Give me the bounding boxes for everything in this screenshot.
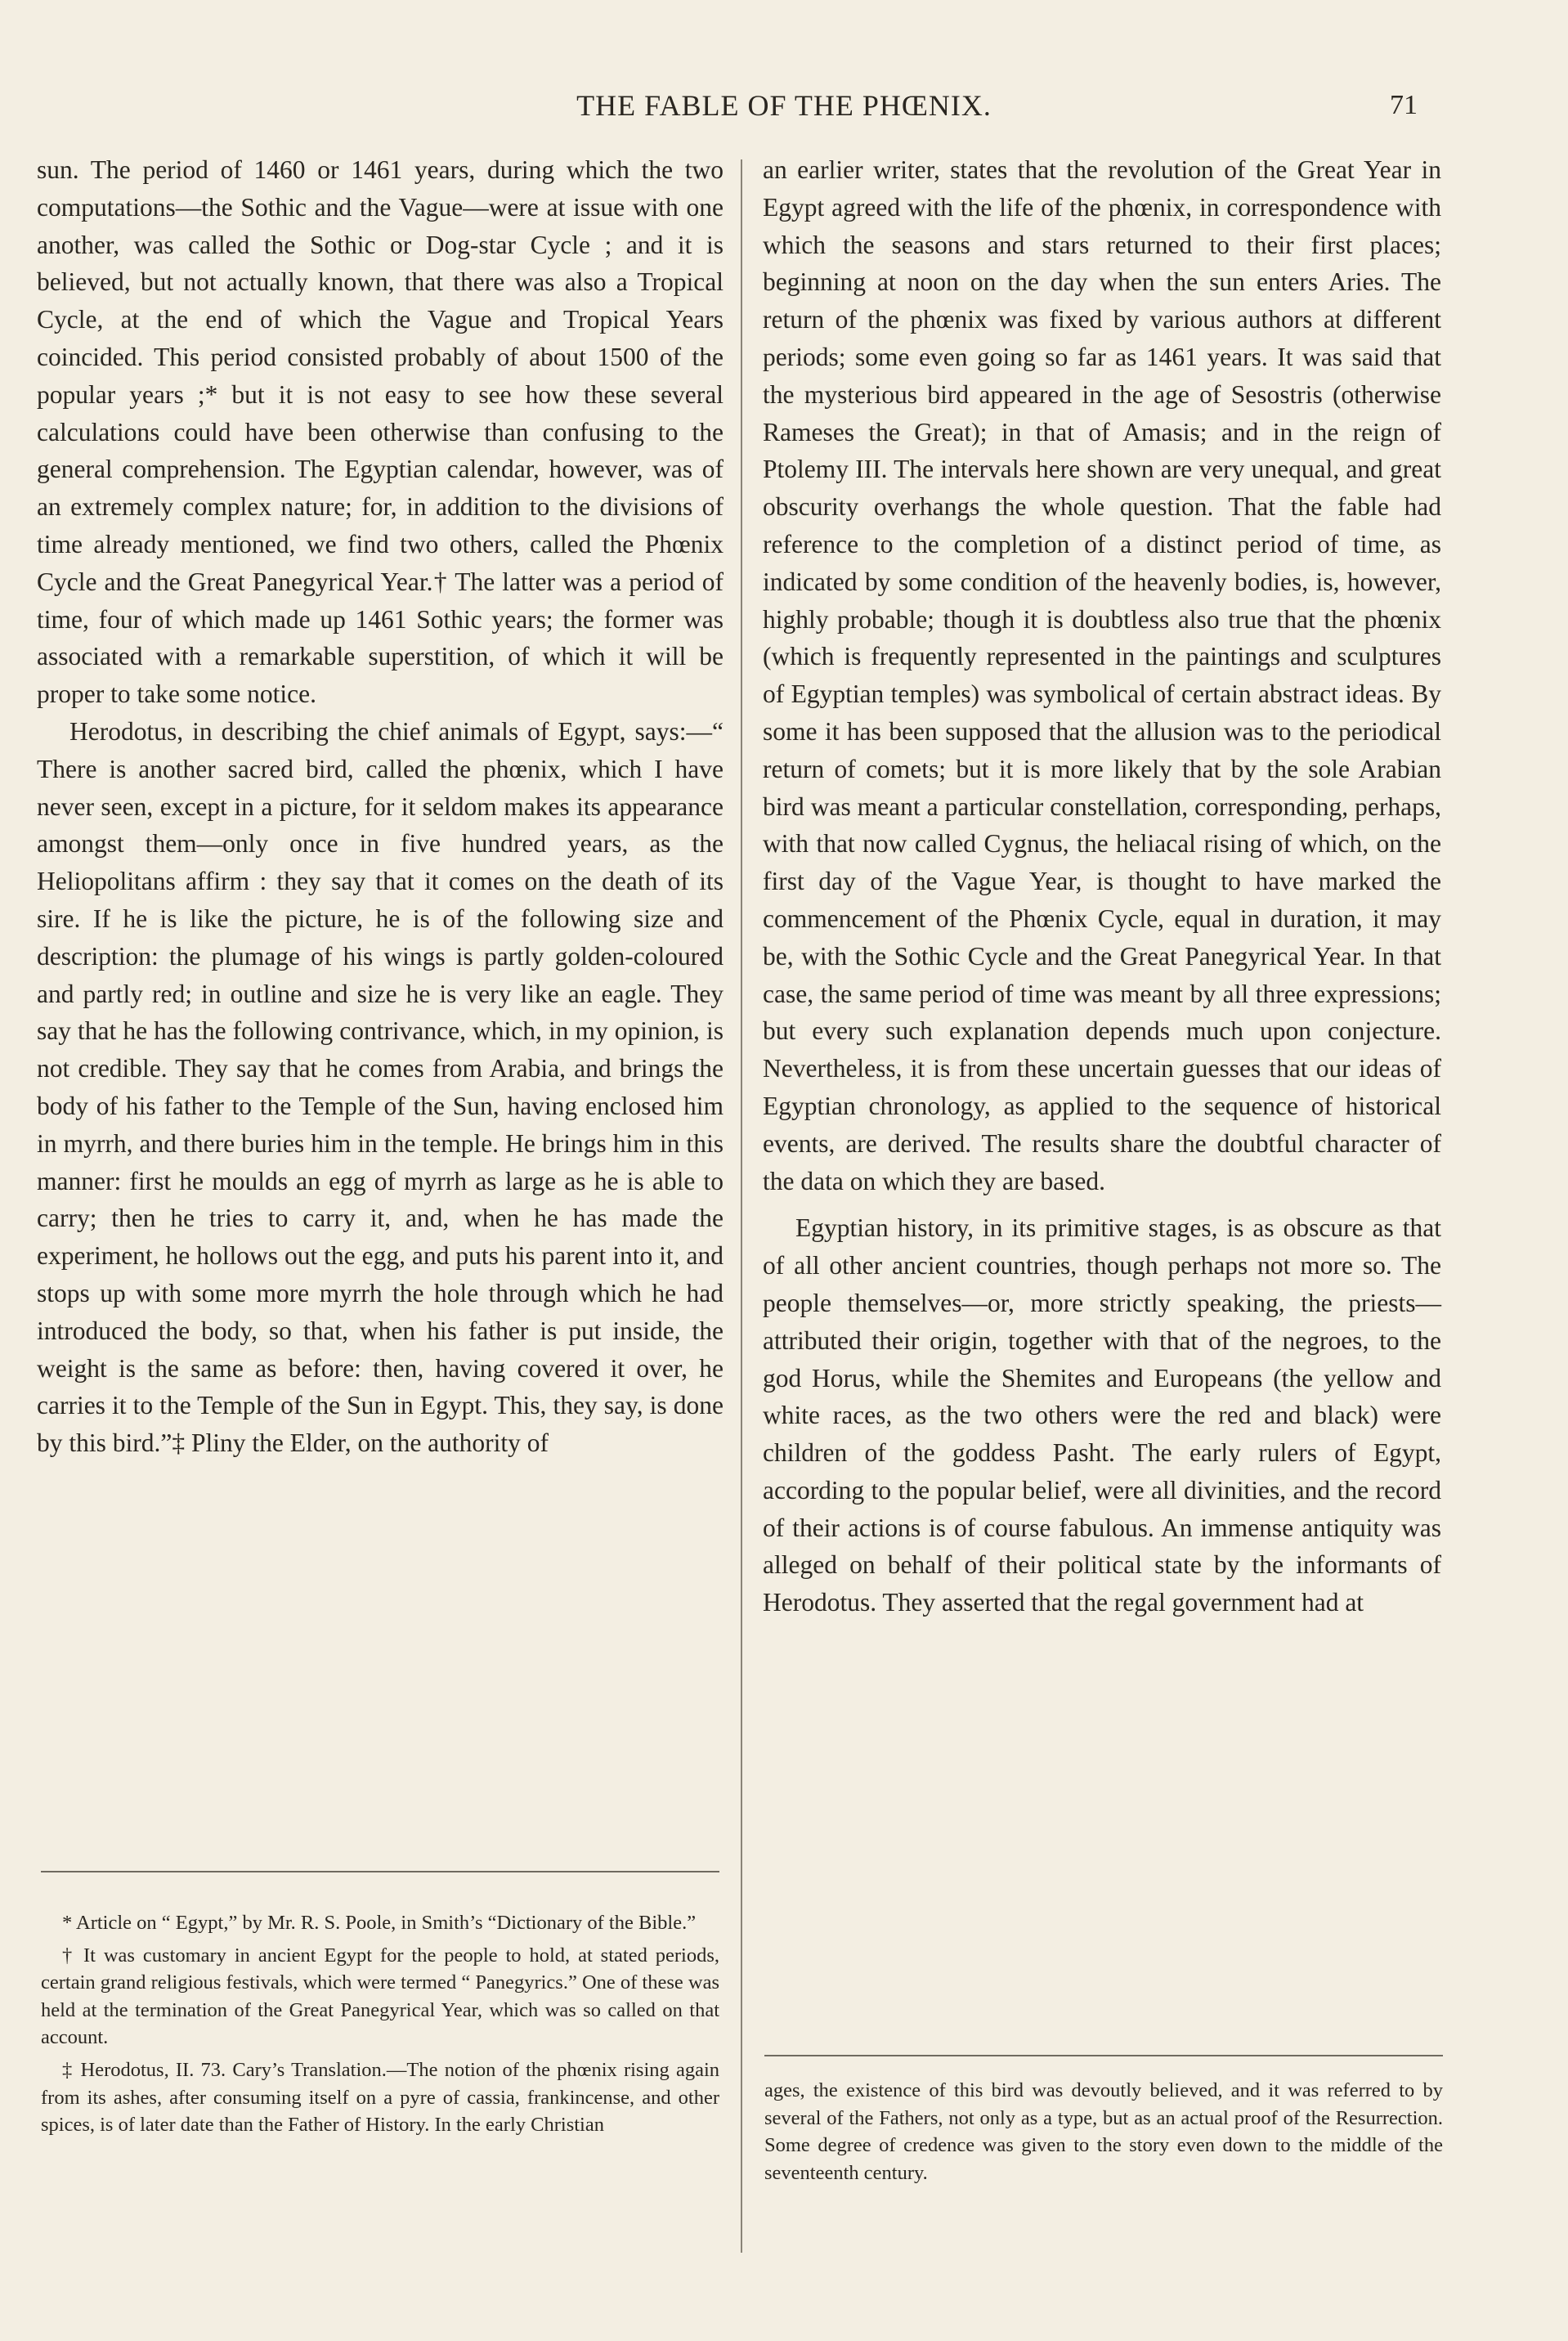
page-number: 71 <box>1390 90 1418 120</box>
column-divider <box>741 159 742 2253</box>
footnotes-left <box>41 1909 719 2139</box>
footnote-continuation: ages, the existence of this bird was devoutly believed, and it was referred to by several of the Fathers, not only as a type, but as an actual proof of the Resurrection. Some degree of credence was given to the story even down to the middle of the seventeenth century. <box>764 2079 1443 2184</box>
left-paragraph-1: sun. The period of 1460 or 1461 years, during which the two computations—the Sothic and the Vague—were at issue with one another, was called the Sothic or Dog-star Cycle ; and it is believed, but not actually known, that there was also a Tropical Cycle, at the end of which the Vague and Tropical Years coincided. This period consisted probably of about 1500 of the popular years ;* but it is not easy to see how these several calculations could have been otherwise than confusing to the general comprehension. The Egyptian calendar, however, was of an extremely complex nature; for, in addition to the divisions of time already mentioned, we find two others, called the Phœnix Cycle and the Great Panegyrical Year.† The latter was a period of time, four of which made up 1461 Sothic years; the former was associated with a remarkable superstition, of which it will be proper to take some notice. <box>37 155 724 709</box>
footnote-double-dagger: ‡ Herodotus, II. 73. Cary’s Translation.—The notion of the phœnix rising again from its ashes, after consuming itself on a pyre of cassia, frankincense, and other spices, is of later date than the Father of History. In the early Christian <box>41 2058 719 2137</box>
footnotes-right <box>764 2077 1443 2186</box>
right-paragraph-2: Egyptian history, in its primitive stages, is as obscure as that of all other ancient countries, though perhaps not more so. The people themselves—or, more strictly speaking, the priests—attributed their origin, together with that of the negroes, to the god Horus, while the Shemites and Europeans (the yellow and white races, as the two others were the red and black) were children of the goddess Pasht. The early rulers of Egypt, according to the popular belief, were all divinities, and the record of their actions is of course fabulous. An immense antiquity was alleged on behalf of their political state by the informants of Herodotus. They asserted that the regal government had at <box>763 1213 1441 1617</box>
footnote-divider-right <box>764 2055 1443 2056</box>
left-column <box>37 151 724 1462</box>
footnote-divider-left <box>41 1871 719 1872</box>
left-paragraph-2: Herodotus, in describing the chief animals of Egypt, says:—“ There is another sacred bird, called the phœnix, which I have never seen, except in a picture, for it seldom makes its appearance amongst them—only once in five hundred years, as the Heliopolitans affirm : they say that it comes on the death of its sire. If he is like the picture, he is of the following size and description: the plumage of his wings is partly golden-coloured and partly red; in outline and size he is very like an eagle. They say that he has the following contrivance, which, in my opinion, is not credible. They say that he comes from Arabia, and brings the body of his father to the Temple of the Sun, having enclosed him in myrrh, and there buries him in the temple. He brings him in this manner: first he moulds an egg of myrrh as large as he is able to carry; then he tries to carry it, and, when he has made the experiment, he hollows out the egg, and puts his parent into it, and stops up with some more myrrh the hole through which he had introduced the body, so that, when his father is put inside, the weight is the same as before: then, having covered it over, he carries it to the Temple of the Sun in Egypt. This, they say, is done by this bird.”‡ Pliny the Elder, on the authority of <box>37 716 724 1458</box>
right-column <box>763 151 1441 1621</box>
running-title: THE FABLE OF THE PHŒNIX. <box>576 89 992 122</box>
footnote-dagger: † It was customary in ancient Egypt for the people to hold, at stated periods, certain grand religious festivals, which were termed “ Panegyrics.” One of these was held at the termination of the Great Panegyrical Year, which was so called on that account. <box>41 1944 719 2049</box>
right-paragraph-1: an earlier writer, states that the revolution of the Great Year in Egypt agreed with the life of the phœnix, in correspondence with which the seasons and stars returned to their first places; beginning at noon on the day when the sun enters Aries. The return of the phœnix was fixed by various authors at different periods; some even going so far as 1461 years. It was said that the mysterious bird appeared in the age of Sesostris (otherwise Rameses the Great); in that of Amasis; and in the reign of Ptolemy III. The intervals here shown are very unequal, and great obscurity overhangs the whole question. That the fable had reference to the completion of a distinct period of time, as indicated by some condition of the heavenly bodies, is, however, highly probable; though it is doubtless also true that the phœnix (which is frequently represented in the paintings and sculptures of Egyptian temples) was symbolical of certain abstract ideas. By some it has been supposed that the allusion was to the periodical return of comets; but it is more likely that by the sole Arabian bird was meant a particular constellation, corresponding, perhaps, with that now called Cygnus, the heliacal rising of which, on the first day of the Vague Year, is thought to have marked the commencement of the Phœnix Cycle, equal in duration, it may be, with the Sothic Cycle and the Great Panegyrical Year. In that case, the same period of time was meant by all three expressions; but every such explanation depends much upon conjecture. Nevertheless, it is from these uncertain guesses that our ideas of Egyptian chronology, as applied to the sequence of historical events, are derived. The results share the doubtful character of the data on which they are based. <box>763 155 1441 1195</box>
footnote-asterisk: * Article on “ Egypt,” by Mr. R. S. Poole, in Smith’s “Dictionary of the Bible.” <box>62 1912 697 1934</box>
